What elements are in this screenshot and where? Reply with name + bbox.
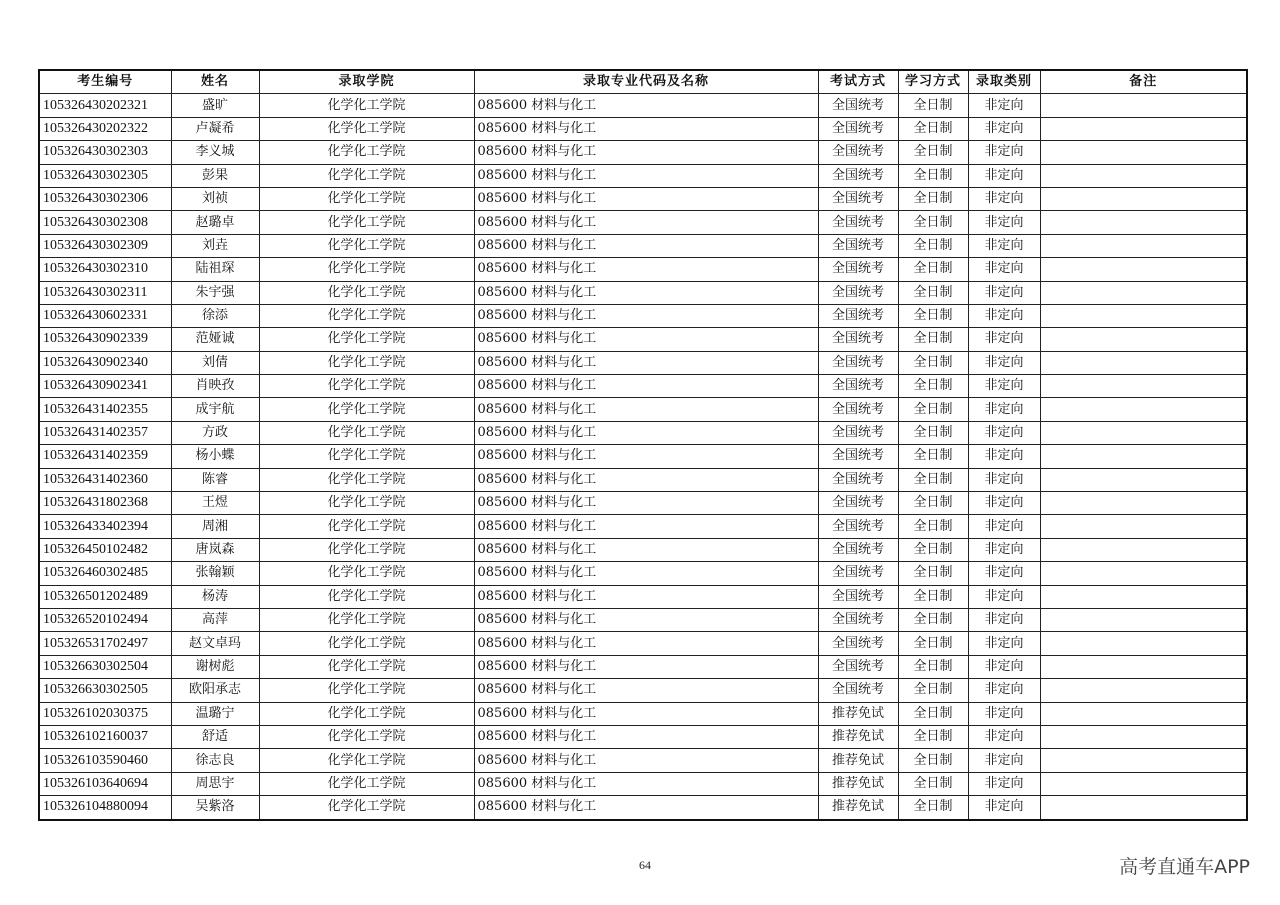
cell-study-mode: 全日制	[898, 749, 968, 772]
cell-exam-id: 105326450102482	[39, 538, 171, 561]
cell-exam-mode: 全国统考	[818, 562, 898, 585]
cell-name: 欧阳承志	[171, 679, 259, 702]
cell-exam-id: 105326430202322	[39, 117, 171, 140]
cell-study-mode: 全日制	[898, 281, 968, 304]
cell-college: 化学化工学院	[259, 468, 474, 491]
cell-exam-mode: 全国统考	[818, 351, 898, 374]
cell-category: 非定向	[968, 351, 1040, 374]
cell-remarks	[1040, 562, 1247, 585]
cell-exam-mode: 全国统考	[818, 679, 898, 702]
cell-category: 非定向	[968, 258, 1040, 281]
cell-study-mode: 全日制	[898, 164, 968, 187]
table-row	[39, 749, 1247, 772]
cell-name: 彭果	[171, 164, 259, 187]
cell-major: 085600 材料与化工	[474, 375, 818, 398]
cell-college: 化学化工学院	[259, 117, 474, 140]
cell-remarks	[1040, 702, 1247, 725]
cell-study-mode: 全日制	[898, 796, 968, 820]
cell-remarks	[1040, 632, 1247, 655]
cell-exam-id: 105326431402359	[39, 445, 171, 468]
cell-major: 085600 材料与化工	[474, 421, 818, 444]
cell-name: 刘祯	[171, 187, 259, 210]
cell-major: 085600 材料与化工	[474, 679, 818, 702]
cell-name: 温璐宁	[171, 702, 259, 725]
cell-exam-mode: 全国统考	[818, 281, 898, 304]
cell-major: 085600 材料与化工	[474, 515, 818, 538]
cell-category: 非定向	[968, 468, 1040, 491]
cell-category: 非定向	[968, 679, 1040, 702]
cell-category: 非定向	[968, 725, 1040, 748]
cell-category: 非定向	[968, 304, 1040, 327]
table-row	[39, 655, 1247, 678]
cell-exam-id: 105326460302485	[39, 562, 171, 585]
cell-category: 非定向	[968, 702, 1040, 725]
cell-college: 化学化工学院	[259, 562, 474, 585]
cell-study-mode: 全日制	[898, 608, 968, 631]
cell-major: 085600 材料与化工	[474, 141, 818, 164]
header-name: 姓名	[171, 70, 259, 94]
cell-category: 非定向	[968, 655, 1040, 678]
table-row	[39, 702, 1247, 725]
cell-college: 化学化工学院	[259, 538, 474, 561]
header-category: 录取类别	[968, 70, 1040, 94]
cell-college: 化学化工学院	[259, 375, 474, 398]
cell-college: 化学化工学院	[259, 398, 474, 421]
cell-remarks	[1040, 468, 1247, 491]
cell-remarks	[1040, 164, 1247, 187]
cell-remarks	[1040, 749, 1247, 772]
cell-exam-id: 105326433402394	[39, 515, 171, 538]
cell-study-mode: 全日制	[898, 515, 968, 538]
cell-remarks	[1040, 679, 1247, 702]
cell-college: 化学化工学院	[259, 608, 474, 631]
cell-study-mode: 全日制	[898, 725, 968, 748]
cell-college: 化学化工学院	[259, 421, 474, 444]
cell-study-mode: 全日制	[898, 702, 968, 725]
cell-exam-mode: 全国统考	[818, 608, 898, 631]
cell-name: 赵文卓玛	[171, 632, 259, 655]
cell-study-mode: 全日制	[898, 585, 968, 608]
cell-major: 085600 材料与化工	[474, 492, 818, 515]
cell-college: 化学化工学院	[259, 351, 474, 374]
cell-major: 085600 材料与化工	[474, 632, 818, 655]
cell-category: 非定向	[968, 328, 1040, 351]
cell-category: 非定向	[968, 632, 1040, 655]
table-row	[39, 679, 1247, 702]
table-row	[39, 351, 1247, 374]
cell-category: 非定向	[968, 515, 1040, 538]
cell-exam-id: 105326102030375	[39, 702, 171, 725]
header-exam-mode: 考试方式	[818, 70, 898, 94]
cell-name: 卢凝希	[171, 117, 259, 140]
header-remarks: 备注	[1040, 70, 1247, 94]
cell-study-mode: 全日制	[898, 421, 968, 444]
table-row	[39, 398, 1247, 421]
cell-name: 高萍	[171, 608, 259, 631]
cell-category: 非定向	[968, 187, 1040, 210]
cell-study-mode: 全日制	[898, 117, 968, 140]
table-row	[39, 772, 1247, 795]
cell-remarks	[1040, 281, 1247, 304]
table-row	[39, 258, 1247, 281]
cell-category: 非定向	[968, 375, 1040, 398]
cell-major: 085600 材料与化工	[474, 585, 818, 608]
cell-remarks	[1040, 398, 1247, 421]
cell-remarks	[1040, 445, 1247, 468]
cell-remarks	[1040, 117, 1247, 140]
cell-remarks	[1040, 141, 1247, 164]
table-row	[39, 117, 1247, 140]
table-row	[39, 608, 1247, 631]
cell-remarks	[1040, 655, 1247, 678]
cell-major: 085600 材料与化工	[474, 445, 818, 468]
cell-exam-mode: 全国统考	[818, 445, 898, 468]
cell-exam-id: 105326430202321	[39, 94, 171, 117]
cell-category: 非定向	[968, 585, 1040, 608]
table-row	[39, 375, 1247, 398]
cell-name: 陆祖琛	[171, 258, 259, 281]
table-row	[39, 234, 1247, 257]
cell-remarks	[1040, 772, 1247, 795]
cell-name: 徐志良	[171, 749, 259, 772]
header-major: 录取专业代码及名称	[474, 70, 818, 94]
table-row	[39, 585, 1247, 608]
cell-exam-mode: 全国统考	[818, 258, 898, 281]
cell-name: 舒适	[171, 725, 259, 748]
cell-study-mode: 全日制	[898, 679, 968, 702]
cell-study-mode: 全日制	[898, 328, 968, 351]
cell-college: 化学化工学院	[259, 304, 474, 327]
cell-college: 化学化工学院	[259, 772, 474, 795]
cell-exam-mode: 全国统考	[818, 585, 898, 608]
cell-category: 非定向	[968, 492, 1040, 515]
cell-study-mode: 全日制	[898, 492, 968, 515]
cell-exam-mode: 全国统考	[818, 375, 898, 398]
cell-exam-mode: 全国统考	[818, 468, 898, 491]
cell-college: 化学化工学院	[259, 281, 474, 304]
cell-exam-id: 105326430302306	[39, 187, 171, 210]
cell-college: 化学化工学院	[259, 632, 474, 655]
cell-exam-mode: 全国统考	[818, 187, 898, 210]
cell-study-mode: 全日制	[898, 655, 968, 678]
cell-name: 刘倩	[171, 351, 259, 374]
cell-college: 化学化工学院	[259, 445, 474, 468]
cell-remarks	[1040, 328, 1247, 351]
cell-college: 化学化工学院	[259, 211, 474, 234]
cell-category: 非定向	[968, 94, 1040, 117]
cell-name: 赵璐卓	[171, 211, 259, 234]
cell-major: 085600 材料与化工	[474, 749, 818, 772]
cell-exam-id: 105326501202489	[39, 585, 171, 608]
cell-exam-id: 105326431402360	[39, 468, 171, 491]
header-exam-id: 考生编号	[39, 70, 171, 94]
cell-exam-mode: 全国统考	[818, 234, 898, 257]
cell-name: 周思宇	[171, 772, 259, 795]
cell-study-mode: 全日制	[898, 538, 968, 561]
cell-remarks	[1040, 351, 1247, 374]
cell-college: 化学化工学院	[259, 187, 474, 210]
page-number: 64	[639, 858, 651, 872]
cell-major: 085600 材料与化工	[474, 211, 818, 234]
table-row	[39, 796, 1247, 820]
cell-remarks	[1040, 187, 1247, 210]
cell-name: 成宇航	[171, 398, 259, 421]
table-row	[39, 94, 1247, 117]
table-row	[39, 562, 1247, 585]
table-row	[39, 445, 1247, 468]
table-row	[39, 538, 1247, 561]
cell-name: 朱宇强	[171, 281, 259, 304]
cell-exam-id: 105326104880094	[39, 796, 171, 820]
cell-exam-mode: 全国统考	[818, 141, 898, 164]
cell-exam-id: 105326103590460	[39, 749, 171, 772]
table-row	[39, 492, 1247, 515]
table-row	[39, 304, 1247, 327]
cell-exam-mode: 推荐免试	[818, 749, 898, 772]
cell-category: 非定向	[968, 117, 1040, 140]
cell-major: 085600 材料与化工	[474, 398, 818, 421]
cell-exam-mode: 全国统考	[818, 515, 898, 538]
cell-college: 化学化工学院	[259, 796, 474, 820]
cell-college: 化学化工学院	[259, 515, 474, 538]
cell-exam-mode: 全国统考	[818, 632, 898, 655]
cell-exam-mode: 全国统考	[818, 164, 898, 187]
cell-remarks	[1040, 258, 1247, 281]
cell-name: 方政	[171, 421, 259, 444]
cell-remarks	[1040, 375, 1247, 398]
cell-name: 刘垚	[171, 234, 259, 257]
cell-exam-id: 105326430302303	[39, 141, 171, 164]
table-row	[39, 632, 1247, 655]
cell-major: 085600 材料与化工	[474, 351, 818, 374]
cell-exam-id: 105326630302504	[39, 655, 171, 678]
cell-exam-id: 105326630302505	[39, 679, 171, 702]
cell-exam-id: 105326430902339	[39, 328, 171, 351]
cell-exam-mode: 全国统考	[818, 398, 898, 421]
cell-category: 非定向	[968, 141, 1040, 164]
table-row	[39, 164, 1247, 187]
cell-college: 化学化工学院	[259, 702, 474, 725]
cell-name: 范娅诚	[171, 328, 259, 351]
cell-category: 非定向	[968, 211, 1040, 234]
cell-exam-mode: 推荐免试	[818, 772, 898, 795]
cell-study-mode: 全日制	[898, 632, 968, 655]
table-row	[39, 421, 1247, 444]
cell-major: 085600 材料与化工	[474, 538, 818, 561]
cell-exam-id: 105326431402357	[39, 421, 171, 444]
cell-exam-mode: 全国统考	[818, 328, 898, 351]
cell-study-mode: 全日制	[898, 468, 968, 491]
cell-major: 085600 材料与化工	[474, 164, 818, 187]
cell-exam-id: 105326102160037	[39, 725, 171, 748]
table-row	[39, 187, 1247, 210]
cell-major: 085600 材料与化工	[474, 304, 818, 327]
cell-college: 化学化工学院	[259, 328, 474, 351]
cell-study-mode: 全日制	[898, 375, 968, 398]
cell-remarks	[1040, 796, 1247, 820]
cell-major: 085600 材料与化工	[474, 772, 818, 795]
cell-remarks	[1040, 304, 1247, 327]
cell-exam-mode: 全国统考	[818, 304, 898, 327]
header-college: 录取学院	[259, 70, 474, 94]
cell-major: 085600 材料与化工	[474, 281, 818, 304]
cell-name: 陈睿	[171, 468, 259, 491]
cell-remarks	[1040, 492, 1247, 515]
cell-exam-id: 105326430902340	[39, 351, 171, 374]
cell-study-mode: 全日制	[898, 772, 968, 795]
cell-college: 化学化工学院	[259, 749, 474, 772]
cell-major: 085600 材料与化工	[474, 608, 818, 631]
cell-study-mode: 全日制	[898, 211, 968, 234]
cell-study-mode: 全日制	[898, 398, 968, 421]
cell-name: 王煜	[171, 492, 259, 515]
cell-study-mode: 全日制	[898, 258, 968, 281]
cell-college: 化学化工学院	[259, 585, 474, 608]
cell-exam-id: 105326430302308	[39, 211, 171, 234]
table-header-row	[39, 70, 1247, 94]
cell-category: 非定向	[968, 749, 1040, 772]
cell-exam-id: 105326520102494	[39, 608, 171, 631]
cell-exam-id: 105326431802368	[39, 492, 171, 515]
cell-major: 085600 材料与化工	[474, 187, 818, 210]
table-row	[39, 328, 1247, 351]
table-row	[39, 281, 1247, 304]
cell-remarks	[1040, 94, 1247, 117]
cell-study-mode: 全日制	[898, 141, 968, 164]
cell-college: 化学化工学院	[259, 725, 474, 748]
cell-exam-id: 105326103640694	[39, 772, 171, 795]
cell-exam-id: 105326531702497	[39, 632, 171, 655]
cell-exam-mode: 全国统考	[818, 117, 898, 140]
cell-category: 非定向	[968, 562, 1040, 585]
watermark-text: 高考直通车APP	[1119, 856, 1250, 878]
cell-remarks	[1040, 608, 1247, 631]
cell-exam-mode: 全国统考	[818, 94, 898, 117]
cell-category: 非定向	[968, 421, 1040, 444]
cell-major: 085600 材料与化工	[474, 796, 818, 820]
cell-college: 化学化工学院	[259, 164, 474, 187]
cell-category: 非定向	[968, 398, 1040, 421]
cell-name: 盛旷	[171, 94, 259, 117]
cell-category: 非定向	[968, 234, 1040, 257]
cell-category: 非定向	[968, 608, 1040, 631]
table-row	[39, 211, 1247, 234]
cell-exam-mode: 推荐免试	[818, 725, 898, 748]
cell-study-mode: 全日制	[898, 445, 968, 468]
admission-table	[38, 69, 1248, 821]
cell-name: 唐岚森	[171, 538, 259, 561]
cell-major: 085600 材料与化工	[474, 94, 818, 117]
cell-major: 085600 材料与化工	[474, 258, 818, 281]
header-study-mode: 学习方式	[898, 70, 968, 94]
cell-exam-id: 105326430302309	[39, 234, 171, 257]
cell-college: 化学化工学院	[259, 492, 474, 515]
cell-exam-mode: 全国统考	[818, 211, 898, 234]
cell-name: 吴紫洛	[171, 796, 259, 820]
cell-college: 化学化工学院	[259, 234, 474, 257]
table-row	[39, 468, 1247, 491]
cell-study-mode: 全日制	[898, 94, 968, 117]
cell-major: 085600 材料与化工	[474, 468, 818, 491]
cell-name: 谢树彪	[171, 655, 259, 678]
cell-college: 化学化工学院	[259, 258, 474, 281]
cell-exam-mode: 推荐免试	[818, 702, 898, 725]
cell-college: 化学化工学院	[259, 679, 474, 702]
cell-name: 张翰颖	[171, 562, 259, 585]
cell-major: 085600 材料与化工	[474, 702, 818, 725]
cell-remarks	[1040, 515, 1247, 538]
cell-exam-id: 105326430902341	[39, 375, 171, 398]
table-body	[39, 94, 1247, 820]
cell-major: 085600 材料与化工	[474, 725, 818, 748]
cell-remarks	[1040, 234, 1247, 257]
cell-study-mode: 全日制	[898, 234, 968, 257]
cell-remarks	[1040, 538, 1247, 561]
cell-exam-id: 105326431402355	[39, 398, 171, 421]
cell-major: 085600 材料与化工	[474, 655, 818, 678]
cell-exam-id: 105326430302311	[39, 281, 171, 304]
table-row	[39, 725, 1247, 748]
cell-exam-id: 105326430602331	[39, 304, 171, 327]
cell-exam-mode: 全国统考	[818, 421, 898, 444]
cell-exam-mode: 推荐免试	[818, 796, 898, 820]
cell-exam-mode: 全国统考	[818, 538, 898, 561]
cell-exam-mode: 全国统考	[818, 492, 898, 515]
cell-major: 085600 材料与化工	[474, 117, 818, 140]
cell-category: 非定向	[968, 772, 1040, 795]
cell-exam-id: 105326430302305	[39, 164, 171, 187]
cell-name: 杨涛	[171, 585, 259, 608]
cell-college: 化学化工学院	[259, 655, 474, 678]
cell-category: 非定向	[968, 796, 1040, 820]
cell-remarks	[1040, 725, 1247, 748]
cell-category: 非定向	[968, 164, 1040, 187]
cell-exam-id: 105326430302310	[39, 258, 171, 281]
cell-college: 化学化工学院	[259, 141, 474, 164]
cell-name: 周湘	[171, 515, 259, 538]
cell-remarks	[1040, 585, 1247, 608]
table-row	[39, 141, 1247, 164]
cell-major: 085600 材料与化工	[474, 562, 818, 585]
cell-college: 化学化工学院	[259, 94, 474, 117]
cell-category: 非定向	[968, 538, 1040, 561]
cell-exam-mode: 全国统考	[818, 655, 898, 678]
cell-remarks	[1040, 421, 1247, 444]
cell-name: 肖映孜	[171, 375, 259, 398]
cell-category: 非定向	[968, 445, 1040, 468]
cell-remarks	[1040, 211, 1247, 234]
cell-name: 徐添	[171, 304, 259, 327]
cell-major: 085600 材料与化工	[474, 328, 818, 351]
cell-study-mode: 全日制	[898, 187, 968, 210]
cell-study-mode: 全日制	[898, 562, 968, 585]
cell-category: 非定向	[968, 281, 1040, 304]
cell-study-mode: 全日制	[898, 351, 968, 374]
table-row	[39, 515, 1247, 538]
cell-study-mode: 全日制	[898, 304, 968, 327]
cell-name: 李义城	[171, 141, 259, 164]
cell-name: 杨小蝶	[171, 445, 259, 468]
cell-major: 085600 材料与化工	[474, 234, 818, 257]
